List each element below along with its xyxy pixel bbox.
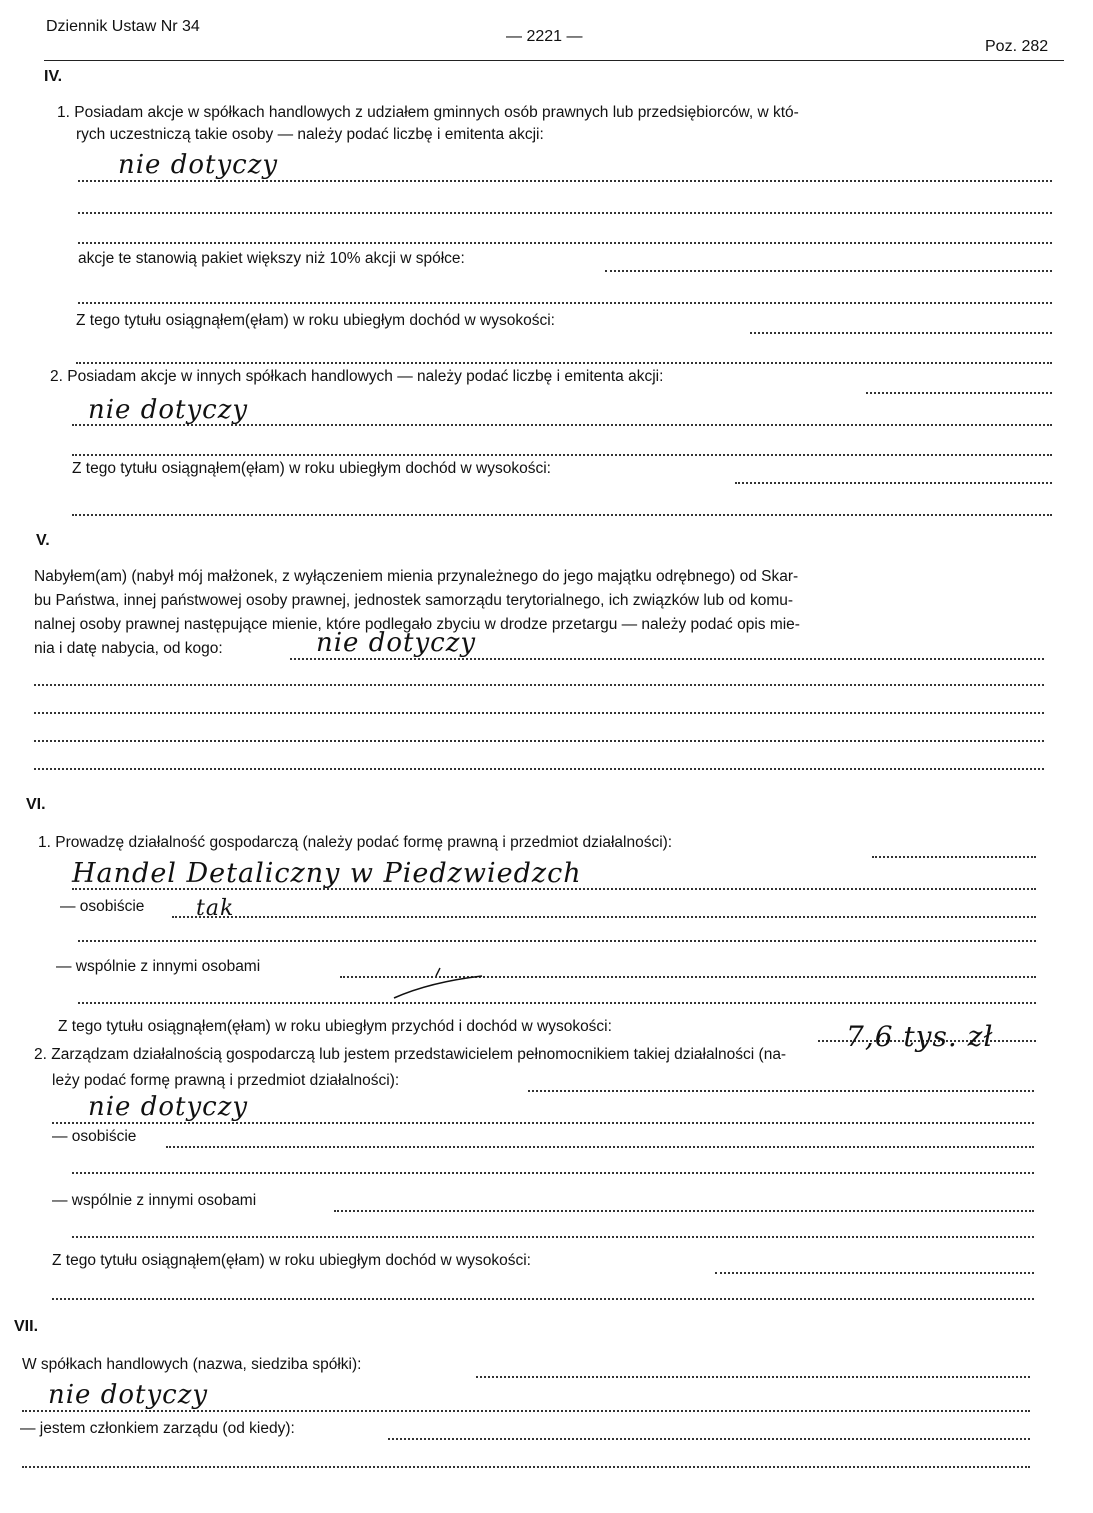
vi-item2-answer-line-top[interactable]: [528, 1090, 1034, 1092]
iv-item2-income-line-2[interactable]: [72, 514, 1052, 516]
position-number: Poz. 282: [985, 38, 1049, 55]
vii-zarzad-label: — jestem członkiem zarządu (od kiedy):: [20, 1420, 295, 1437]
v-text-line4: nia i datę nabycia, od kogo:: [34, 640, 223, 657]
v-line-5[interactable]: [34, 768, 1044, 770]
iv-item1-income-label: Z tego tytułu osiągnąłem(ęłam) w roku ubiegłym dochód w wysokości:: [76, 312, 555, 329]
section-vi-heading: VI.: [26, 796, 46, 813]
header-rule: [44, 60, 1064, 61]
vi-item2-text: 2. Zarządzam działalnością gospodarczą lub jestem przedstawicielem pełnomocnikiem takiej działalności (na-: [34, 1046, 787, 1063]
vi-item2-osobiscie-line[interactable]: [166, 1146, 1034, 1148]
iv-item1-text: 1. Posiadam akcje w spółkach handlowych z udziałem gminnych osób prawnych lub przedsiębiorców, w któ-: [57, 104, 799, 121]
page-number: — 2221 —: [506, 28, 583, 45]
vi-item1-answer-line[interactable]: [72, 888, 1036, 890]
vi-item2-wspolnie-label: — wspólnie z innymi osobami: [52, 1192, 257, 1209]
section-v-heading: V.: [36, 532, 50, 549]
vii-answer-line-top[interactable]: [476, 1376, 1030, 1378]
iv-item2-text: 2. Posiadam akcje w innych spółkach handlowych — należy podać liczbę i emitenta akcji:: [50, 368, 664, 385]
vi-item1-wspolnie-label: — wspólnie z innymi osobami: [56, 958, 261, 975]
v-handwritten-answer: nie dotyczy: [316, 628, 477, 658]
v-text-line1: Nabyłem(am) (nabył mój małżonek, z wyłączeniem mienia przynależnego do jego majątku odrębnego) od Skar-: [34, 568, 799, 585]
vii-zarzad-line[interactable]: [388, 1438, 1030, 1440]
iv-item2-income-line[interactable]: [735, 482, 1052, 484]
iv-item1-text-cont: rych uczestniczą takie osoby — należy podać liczbę i emitenta akcji:: [76, 126, 544, 143]
iv-item1-income-line-2[interactable]: [76, 362, 1052, 364]
vi-item1-income-label: Z tego tytułu osiągnąłem(ęłam) w roku ubiegłym przychód i dochód w wysokości:: [58, 1018, 612, 1035]
vi-item1-answer-line-top[interactable]: [872, 856, 1036, 858]
vi-item2-income-label: Z tego tytułu osiągnąłem(ęłam) w roku ubiegłym dochód w wysokości:: [52, 1252, 531, 1269]
vi-item2-wspolnie-line[interactable]: [334, 1210, 1034, 1212]
vi-item2-answer-line[interactable]: [52, 1122, 1034, 1124]
vi-item2-handwritten-answer: nie dotyczy: [88, 1092, 249, 1122]
v-line-2[interactable]: [34, 684, 1044, 686]
v-answer-line[interactable]: [290, 658, 1044, 660]
iv-pakiet-line-2[interactable]: [78, 302, 1052, 304]
iv-item1-handwritten-answer: nie dotyczy: [118, 150, 279, 180]
vi-item2-osobiscie-label: — osobiście: [52, 1128, 137, 1145]
vi-item1-osobiscie-line-2[interactable]: [78, 940, 1036, 942]
vi-item1-osobiscie-label: — osobiście: [60, 898, 145, 915]
vi-item1-income-handwritten: 7,6 tys. zł: [846, 1020, 994, 1053]
vii-handwritten-answer: nie dotyczy: [48, 1380, 209, 1410]
section-vii-heading: VII.: [14, 1318, 39, 1335]
vi-item1-wspolnie-line-2[interactable]: [78, 1002, 1036, 1004]
iv-item1-income-line[interactable]: [750, 332, 1052, 334]
vi-item1-wspolnie-stroke: [390, 964, 490, 1004]
iv-item2-emitent-line[interactable]: [866, 392, 1052, 394]
v-text-line2: bu Państwa, innej państwowej osoby prawnej, jednostek samorządu terytorialnego, ich związków lub od komu-: [34, 592, 794, 609]
v-line-4[interactable]: [34, 740, 1044, 742]
vii-text-line1: W spółkach handlowych (nazwa, siedziba spółki):: [22, 1356, 362, 1373]
vi-item1-osobiscie-line[interactable]: [172, 916, 1036, 918]
iv-item1-line-2[interactable]: [78, 212, 1052, 214]
iv-pakiet-line[interactable]: [605, 270, 1052, 272]
iv-item2-line-2[interactable]: [72, 454, 1052, 456]
vi-item2-wspolnie-line-2[interactable]: [72, 1236, 1034, 1238]
v-line-3[interactable]: [34, 712, 1044, 714]
vii-zarzad-line-2[interactable]: [22, 1466, 1030, 1468]
vi-item1-osobiscie-answer: tak: [196, 896, 235, 921]
iv-item2-income-label: Z tego tytułu osiągnąłem(ęłam) w roku ubiegłym dochód w wysokości:: [72, 460, 551, 477]
iv-item2-handwritten-answer: nie dotyczy: [88, 395, 249, 425]
vi-item1-text: 1. Prowadzę działalność gospodarczą (należy podać formę prawną i przedmiot działalności):: [38, 834, 673, 851]
vi-item2-income-line[interactable]: [715, 1272, 1034, 1274]
vi-item2-text-cont: leży podać formę prawną i przedmiot działalności):: [52, 1072, 400, 1089]
journal-title: Dziennik Ustaw Nr 34: [46, 18, 200, 35]
vi-item2-income-line-2[interactable]: [52, 1298, 1034, 1300]
iv-item1-answer-line[interactable]: [78, 180, 1052, 182]
section-iv-heading: IV.: [44, 68, 63, 85]
iv-item2-answer-line[interactable]: [72, 424, 1052, 426]
iv-pakiet-label: akcje te stanowią pakiet większy niż 10% akcji w spółce:: [78, 250, 465, 267]
vi-item1-handwritten-answer: Handel Detaliczny w Piedzwiedzch: [72, 858, 582, 889]
iv-item1-line-3[interactable]: [78, 242, 1052, 244]
vii-answer-line[interactable]: [22, 1410, 1030, 1412]
v-text-line3: nalnej osoby prawnej następujące mienie, które podlegało zbyciu w drodze przetargu — należy podać opis mie-: [34, 616, 800, 633]
vi-item2-osobiscie-line-2[interactable]: [72, 1172, 1034, 1174]
